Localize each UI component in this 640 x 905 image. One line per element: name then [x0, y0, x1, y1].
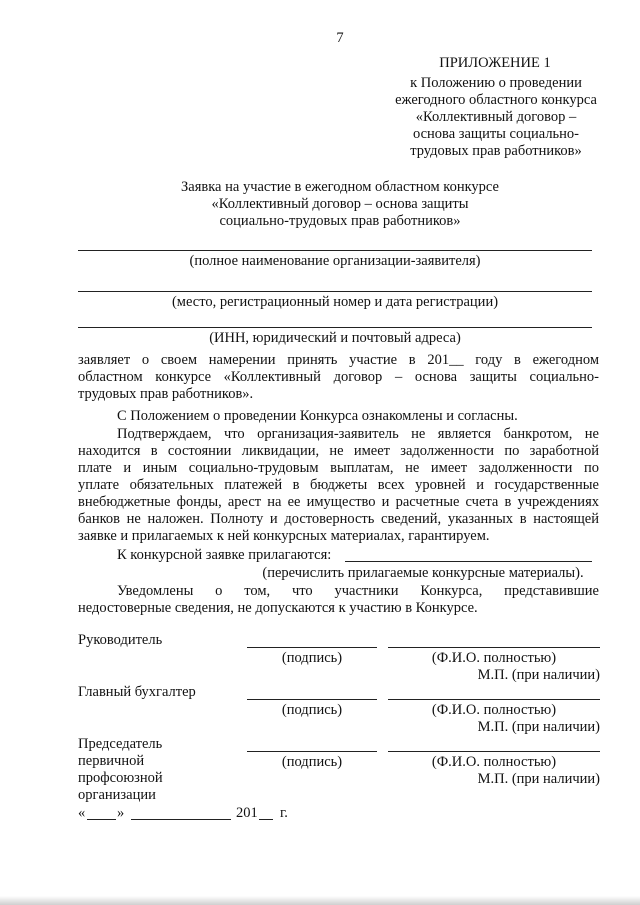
chairman-label-line: профсоюзной [78, 770, 163, 786]
registration-line[interactable] [78, 291, 592, 292]
paragraph-intent [78, 352, 599, 403]
chairman-signature-hint: (подпись) [281, 754, 343, 770]
application-title [150, 179, 530, 230]
application-title-line: «Коллективный договор – основа защиты [211, 196, 469, 212]
attachments-line[interactable] [345, 561, 592, 562]
page-number: 7 [336, 30, 344, 46]
paragraph-line: плате и иным социально-трудовым выплатам, не имеет задолженности по [78, 460, 599, 476]
inn-line[interactable] [78, 327, 592, 328]
date-day-line[interactable] [87, 819, 116, 820]
appendix-line: трудовых прав работников» [410, 143, 582, 159]
attachments-label: К конкурсной заявке прилагаются: [117, 547, 332, 563]
head-fio-line[interactable] [388, 647, 600, 648]
registration-label: (место, регистрационный номер и дата регистрации) [171, 294, 499, 310]
paragraph-confirmation [78, 426, 599, 545]
appendix-title: ПРИЛОЖЕНИЕ 1 [439, 55, 551, 71]
head-signature-line[interactable] [247, 647, 377, 648]
date-year-line[interactable] [259, 819, 273, 820]
head-stamp-hint: М.П. (при наличии) [477, 667, 600, 683]
chairman-signature-line[interactable] [247, 751, 377, 752]
org-name-label: (полное наименование организации-заявителя) [189, 253, 481, 269]
date-open-quote: « [78, 805, 86, 821]
paragraph-line: заявке и прилагаемых к ней конкурсных материалах, гарантируем. [78, 528, 490, 544]
accountant-fio-line[interactable] [388, 699, 600, 700]
paragraph-line: областном конкурсе «Коллективный договор – основа защиты социально- [78, 369, 599, 385]
org-name-line[interactable] [78, 250, 592, 251]
chairman-label [78, 736, 163, 804]
paragraph-acknowledged: С Положением о проведении Конкурса ознакомлены и согласны. [117, 408, 518, 424]
paragraph-line: заявляет о своем намерении принять участие в 201__ году в ежегодном [78, 352, 599, 368]
head-signature-hint: (подпись) [281, 650, 343, 666]
paragraph-line: недостоверные сведения, не допускаются к участию в Конкурсе. [78, 600, 478, 616]
chairman-label-line: организации [78, 787, 156, 803]
appendix-line: основа защиты социально- [412, 126, 580, 142]
chairman-label-line: первичной [78, 753, 145, 769]
chairman-fio-line[interactable] [388, 751, 600, 752]
inn-label: (ИНН, юридический и почтовый адреса) [209, 330, 461, 346]
head-label: Руководитель [78, 632, 163, 648]
paragraph-line: банков не наложен. Полноту и достоверность сведений, указанных в настоящей [78, 511, 599, 527]
scan-edge [0, 896, 640, 905]
paragraph-notice [78, 583, 599, 617]
paragraph-line: внебюджетные фонды, арест на ее имущество и расчетные счета в учреждениях [78, 494, 599, 510]
accountant-fio-hint: (Ф.И.О. полностью) [431, 702, 557, 718]
paragraph-line: уплате обязательных платежей в бюджеты всех уровней и государственные [78, 477, 599, 493]
accountant-signature-hint: (подпись) [281, 702, 343, 718]
date-month-line[interactable] [131, 819, 231, 820]
appendix-line: к Положению о проведении [410, 75, 582, 91]
paragraph-line: трудовых прав работников». [78, 386, 254, 402]
head-fio-hint: (Ф.И.О. полностью) [431, 650, 557, 666]
date-year: 201 [236, 805, 258, 821]
appendix-subtitle [378, 75, 614, 160]
appendix-line: ежегодного областного конкурса [395, 92, 597, 108]
paragraph-line: находится в состоянии ликвидации, не имеет задолженности по заработной [78, 443, 599, 459]
paragraph-line: Подтверждаем, что организация-заявитель не является банкротом, не [117, 426, 599, 442]
attachments-hint: (перечислить прилагаемые конкурсные материалы). [262, 565, 584, 581]
chairman-fio-hint: (Ф.И.О. полностью) [431, 754, 557, 770]
application-title-line: Заявка на участие в ежегодном областном конкурсе [181, 179, 499, 195]
application-title-line: социально-трудовых прав работников» [219, 213, 461, 229]
chairman-stamp-hint: М.П. (при наличии) [477, 771, 600, 787]
date-close-quote: » [117, 805, 125, 821]
accountant-signature-line[interactable] [247, 699, 377, 700]
paragraph-line: Уведомлены о том, что участники Конкурса, представившие [117, 583, 599, 599]
date-year-suffix: г. [280, 805, 288, 821]
accountant-label: Главный бухгалтер [78, 684, 196, 700]
chairman-label-line: Председатель [78, 736, 163, 752]
accountant-stamp-hint: М.П. (при наличии) [477, 719, 600, 735]
appendix-line: «Коллективный договор – [415, 109, 577, 125]
